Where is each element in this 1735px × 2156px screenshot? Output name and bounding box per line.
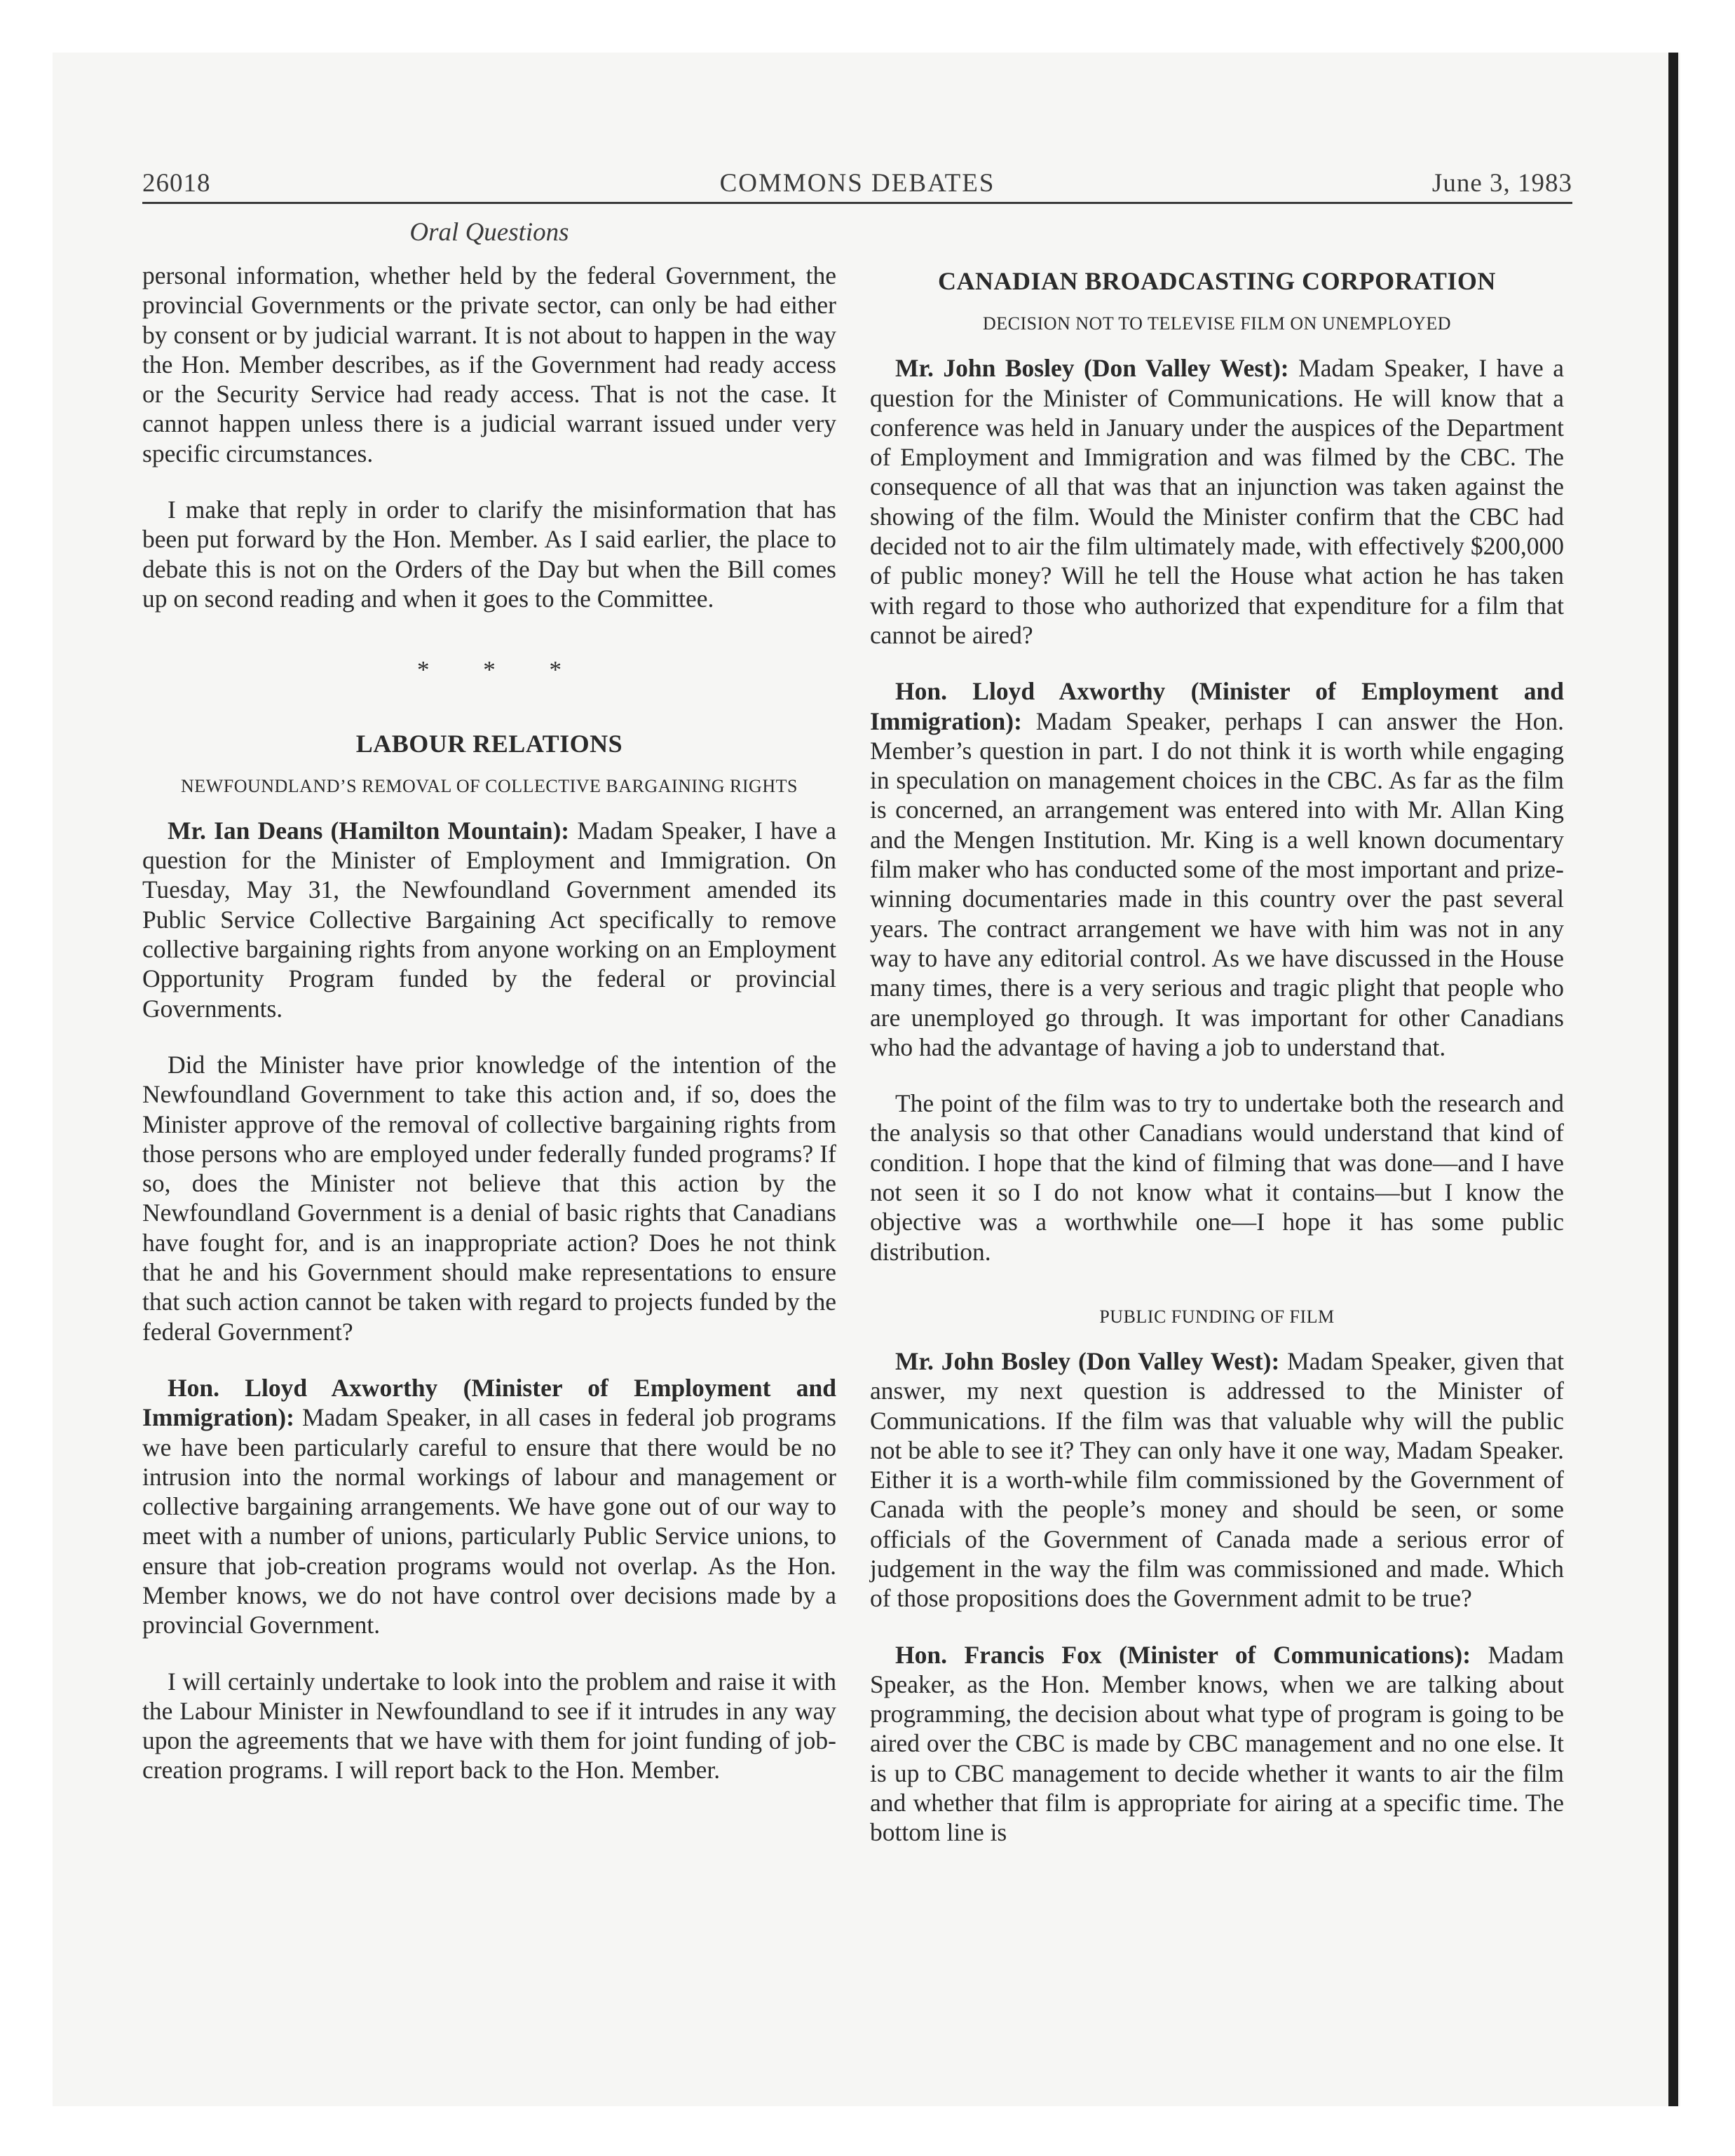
speech <box>142 816 836 1023</box>
speaker-name: Mr. John Bosley (Don Valley West): <box>895 1346 1280 1375</box>
speech <box>142 1373 836 1640</box>
section-separator: * * * <box>417 656 585 684</box>
section-heading: CANADIAN BROADCASTING CORPORATION <box>938 267 1496 295</box>
speech-text: Madam Speaker, given that answer, my next question is addressed to the Minister of Communications. If the film was that valuable why will the public not be able to see it? They can only have it one way, Madam Speaker. Either it is a worth-while film commissioned by the Government of Canada with the people’s money and should be seen, or some officials of the Government of Canada made a serious error of judgement in the way the film was commissioned and made. Which of those propositions does the Government admit to be true? <box>870 1346 1564 1613</box>
speech-text: Madam Speaker, I have a question for the Minister of Communications. He will know that a conference was held in January under the auspices of the Department of Employment and Immigration and was filmed by the CBC. The consequence of all that was that an injunction was taken against the showing of the film. Would the Minister confirm that the CBC had decided not to air the film ultimately made, with effectively $200,000 of public money? Will he tell the House what action he has taken with regard to those who authorized that expenditure for a film that cannot be aired? <box>870 354 1565 649</box>
section-label: Oral Questions <box>409 218 569 247</box>
publication-title: COMMONS DEBATES <box>719 169 995 198</box>
speech <box>870 1640 1564 1848</box>
speech-text: Madam Speaker, I have a question for the Minister of Employment and Immigration. On Tuesday, May 31, the Newfoundland Government amended its Public Service Collective Bargaining Act specifically to remove collective bargaining rights from anyone working on an Employment Opportunity Program funded by the federal or provincial Governments. <box>142 816 836 1023</box>
speaker-name: Hon. Francis Fox (Minister of Communications): <box>895 1640 1471 1669</box>
speech-text: Madam Speaker, as the Hon. Member knows, when we are talking about programming, the decision about what type of program is going to be aired over the CBC is made by CBC management and no one else. It is up to CBC management to decide whether it wants to air the film and whether that film is appropriate for airing at a specific time. The bottom line is <box>870 1640 1564 1847</box>
publication-date: June 3, 1983 <box>1431 169 1572 198</box>
speech <box>870 676 1564 1062</box>
paragraph: Did the Minister have prior knowledge of the intention of the Newfoundland Government to take this action and, if so, does the Minister approve of the removal of collective bargaining rights from those persons who are employed under federally funded programs? If so, does the Minister not believe that this action by the Newfoundland Government is a denial of basic rights that Canadians have fought for, and is an inappropriate action? Does he not think that he and his Government should make representations to ensure that such action cannot be taken with regard to projects funded by the federal Government? <box>142 1050 836 1346</box>
page-number: 26018 <box>142 169 211 198</box>
speaker-name: Mr. Ian Deans (Hamilton Mountain): <box>168 816 570 845</box>
page-spine-shadow <box>1668 53 1678 2106</box>
speech-text: Madam Speaker, perhaps I can answer the Hon. Member’s question in part. I do not think it is worth while engaging in speculation on management choices in the CBC. As far as the film is concerned, an arrangement was entered into with Mr. Allan King and the Mengen Institution. Mr. King is a well known documentary film maker who has conducted some of the most important and prize-winning documentaries made in this country over the past several years. The contract arrangement we have with him was not in any way to have any editorial control. As we have discussed in the House many times, there is a very serious and tragic plight that people who are unemployed go through. It was important for other Canadians who had the advantage of having a job to understand that. <box>870 707 1564 1061</box>
left-column <box>142 261 836 1785</box>
running-header <box>142 168 1572 203</box>
speech <box>870 1346 1564 1613</box>
speaker-name: Hon. Lloyd Axworthy (Minister of Employment and Immigration): <box>142 1373 836 1432</box>
speaker-name: Hon. Lloyd Axworthy (Minister of Employment and Immigration): <box>870 677 1564 735</box>
speaker-name: Mr. John Bosley (Don Valley West): <box>895 354 1289 383</box>
paragraph: I will certainly undertake to look into the problem and raise it with the Labour Minister in Newfoundland to see if it intrudes in any way upon the agreements that we have with them for joint funding of job-creation programs. I will report back to the Hon. Member. <box>142 1667 836 1785</box>
section-subheading: PUBLIC FUNDING OF FILM <box>1099 1306 1335 1327</box>
paragraph: personal information, whether held by the federal Government, the provincial Governments or the private sector, can only be had either by consent or by judicial warrant. It is not about to happen in the way the Hon. Member describes, as if the Government had ready access or the Security Service had ready access. That is not the case. It cannot happen unless there is a judicial warrant issued under very specific circumstances. <box>142 261 836 468</box>
section-subheading: NEWFOUNDLAND’S REMOVAL OF COLLECTIVE BARGAINING RIGHTS <box>181 775 798 796</box>
speech <box>870 353 1564 650</box>
section-heading: LABOUR RELATIONS <box>355 729 623 758</box>
right-column <box>870 261 1564 1848</box>
section-subheading: DECISION NOT TO TELEVISE FILM ON UNEMPLOYED <box>982 313 1452 334</box>
header-rule <box>142 202 1572 204</box>
paragraph: The point of the film was to try to undertake both the research and the analysis so that other Canadians would understand that kind of condition. I hope that the kind of filming that was done—and I have not seen it so I do not know what it contains—but I know the objective was a worthwhile one—I hope it has some public distribution. <box>870 1089 1564 1266</box>
speech-text: Madam Speaker, in all cases in federal job programs we have been particularly careful to ensure that there would be no intrusion into the normal workings of labour and management or collective bargaining arrangements. We have gone out of our way to meet with a number of unions, particularly Public Service unions, to ensure that job-creation programs would not overlap. As the Hon. Member knows, we do not have control over decisions made by a provincial Government. <box>142 1403 836 1639</box>
paragraph: I make that reply in order to clarify the misinformation that has been put forward by the Hon. Member. As I said earlier, the place to debate this is not on the Orders of the Day but when the Bill comes up on second reading and when it goes to the Committee. <box>142 496 836 613</box>
